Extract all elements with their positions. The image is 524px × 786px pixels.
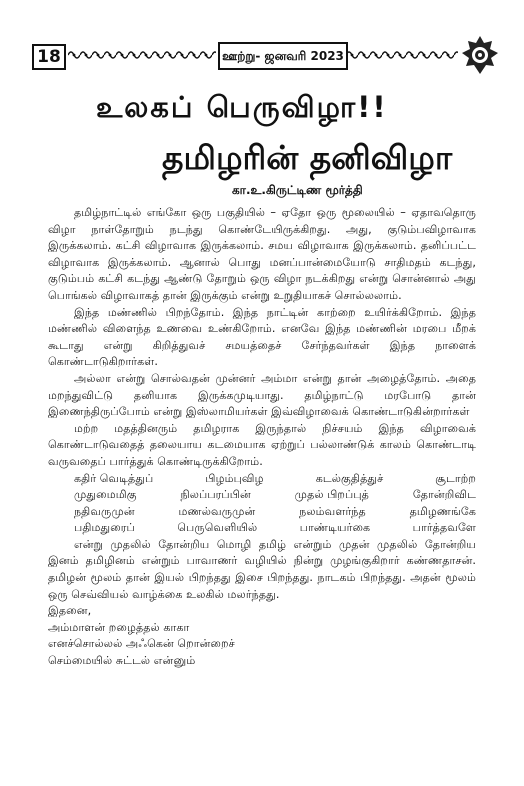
ornament-border-right	[346, 48, 458, 62]
paragraph-2: இந்த மண்ணில் பிறந்தோம். இந்த நாட்டின் காற்றை உயிர்க்கிறோம். இந்த மண்ணில் விளைந்த உணவை உண்கிறோம். எனவே இந்த மண்ணின் மரபை மீறக் கூடாது என்று கிறித்துவச் சமயத்தைச் சேர்ந்தவர்கள் இந்த நாளைக் கொண்டாடுகிறார்கள்.	[48, 305, 476, 369]
poem-line: நதிவருமுன் மணல்வருமுன் நலம்வளர்ந்த தமிழணங்கே	[74, 504, 476, 518]
page-header	[24, 40, 500, 74]
article-title-line2: தமிழரின் தனிவிழா	[162, 138, 453, 177]
ornament-border-left	[68, 48, 216, 62]
paragraph-1: தமிழ்நாட்டில் எங்கோ ஒரு பகுதியில் – ஏதோ ஒரு மூலையில் – ஏதாவதொரு விழா நாள்தோறும் நடந்து கொண்டேயிருக்கிறது. அது, குடும்பவிழாவாக இருக்கலாம். கட்சி விழாவாக இருக்கலாம். சமய விழாவாக இருக்கலாம். தனிப்பட்ட விழாவாக இருக்கலாம். ஆனால் பொது மனப்பான்மையோடு சாதிமதம் கடந்து, குடும்பம் கட்சி கடந்து ஆண்டு தோறும் ஒரு விழா நடக்கிறது என்று சொன்னால் அது பொங்கல் விழாவாகத் தான் இருக்கும் என்று உறுதியாகச் சொல்லலாம்.	[48, 206, 476, 302]
article-body	[48, 205, 476, 670]
poem-block	[48, 471, 476, 537]
page-number: 18	[32, 44, 66, 70]
poem-line: கதிர் வெடித்துப் பிழம்புவிழ கடல்குதித்துச் சூடாற்ற	[74, 471, 476, 485]
magazine-issue-label: ஊற்று- ஜனவரி 2023	[218, 42, 348, 70]
paragraph-4: மற்ற மதத்தினரும் தமிழராக இருந்தால் நிச்சயம் இந்த விழாவைக் கொண்டாடுவதைத் தலையாய கடமையாக ஏற்றுப் பல்லாண்டுக் காலம் கொண்டாடி வருவதைப் பார்த்துக் கொண்டிருக்கிறோம்.	[48, 421, 476, 468]
bottom-line: அம்மாளன் றழைத்தல் காகா	[48, 620, 190, 634]
emblem-icon	[460, 34, 500, 76]
closing-paragraph: என்று முதலில் தோன்றிய மொழி தமிழ் என்றும் முதன் முதலில் தோன்றிய இனம் தமிழினம் என்றும் பாவாணர் வழியில் நின்று முழங்குகிறார் கண்ணதாசன். தமிழன் மூலம் தான் இயல் பிறந்தது இசை பிறந்தது. நாடகம் பிறந்தது. அதன் மூலம் ஒரு செவ்வியல் வாழ்க்கை உலகில் மலர்ந்தது.	[48, 537, 476, 601]
paragraph-3: அல்லா என்று சொல்வதன் முன்னர் அம்மா என்று தான் அழைத்தோம். அதை மறந்துவிட்டு தனியாக இருக்கமுடியாது. தமிழ்நாட்டு மரபோடு தான் இணைந்திருப்போம் என்று இஸ்லாமியர்கள் இவ்விழாவைக் கொண்டாடுகின்றார்கள்	[48, 371, 476, 419]
bottom-line: இதனை,	[48, 604, 92, 618]
bottom-line: செம்மையில் சுட்டல் என்னும்	[48, 654, 196, 668]
poem-line: முதுமைமிகு நிலப்பரப்பின் முதல் பிறப்புத் தோன்றிவிட	[74, 488, 476, 502]
poem-line: பதிமதுரைப் பெருவெளியில் பாண்டியர்கை பார்த்தவளே	[74, 521, 476, 535]
article-title-line1: உலகப் பெருவிழா!!	[96, 90, 388, 124]
author-name: கா.உ.கிருட்டிண மூர்த்தி	[232, 183, 363, 197]
bottom-line: எனச்சொல்லல் அஃகென் றொன்றைச்	[48, 637, 235, 651]
